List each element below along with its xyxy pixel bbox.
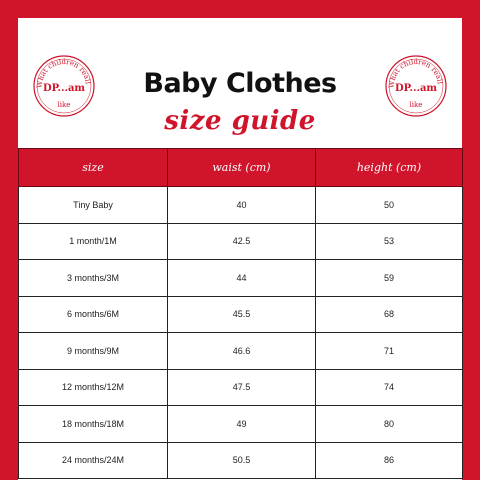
height-cell: 80 <box>316 406 463 443</box>
waist-cell: 50.5 <box>168 442 316 479</box>
size-cell: 3 months/3M <box>19 260 168 297</box>
size-cell: 9 months/9M <box>19 333 168 370</box>
size-cell: 24 months/24M <box>19 442 168 479</box>
waist-cell: 45.5 <box>168 296 316 333</box>
height-cell: 86 <box>316 442 463 479</box>
column-header-height: height (cm) <box>316 149 463 187</box>
svg-text:like: like <box>409 101 423 109</box>
column-header-size: size <box>19 149 168 187</box>
table-row <box>19 442 463 479</box>
size-cell: 18 months/18M <box>19 406 168 443</box>
svg-text:What children really: What children reall <box>35 57 92 89</box>
size-cell: Tiny Baby <box>19 187 168 224</box>
svg-text:What children really: What children reall <box>387 57 444 89</box>
column-header-waist: waist (cm) <box>168 149 316 187</box>
waist-cell: 44 <box>168 260 316 297</box>
table-row <box>19 296 463 333</box>
height-cell: 50 <box>316 187 463 224</box>
waist-cell: 49 <box>168 406 316 443</box>
svg-text:DP...am: DP...am <box>42 83 86 94</box>
height-cell: 71 <box>316 333 463 370</box>
table-row <box>19 333 463 370</box>
height-cell: 59 <box>316 260 463 297</box>
size-cell: 12 months/12M <box>19 369 168 406</box>
waist-cell: 40 <box>168 187 316 224</box>
svg-text:DP...am: DP...am <box>394 83 438 94</box>
height-cell: 53 <box>316 223 463 260</box>
size-table <box>18 148 463 479</box>
table-header-row <box>19 149 463 187</box>
waist-cell: 46.6 <box>168 333 316 370</box>
page-title: Baby Clothes <box>143 68 337 99</box>
table-row <box>19 369 463 406</box>
table-row <box>19 223 463 260</box>
waist-cell: 42.5 <box>168 223 316 260</box>
table-row <box>19 187 463 224</box>
page-subtitle: size guide <box>164 106 316 136</box>
size-cell: 6 months/6M <box>19 296 168 333</box>
table-row <box>19 260 463 297</box>
svg-text:like: like <box>57 101 71 109</box>
height-cell: 68 <box>316 296 463 333</box>
height-cell: 74 <box>316 369 463 406</box>
table-row <box>19 406 463 443</box>
size-guide-card <box>18 18 462 480</box>
waist-cell: 47.5 <box>168 369 316 406</box>
size-cell: 1 month/1M <box>19 223 168 260</box>
